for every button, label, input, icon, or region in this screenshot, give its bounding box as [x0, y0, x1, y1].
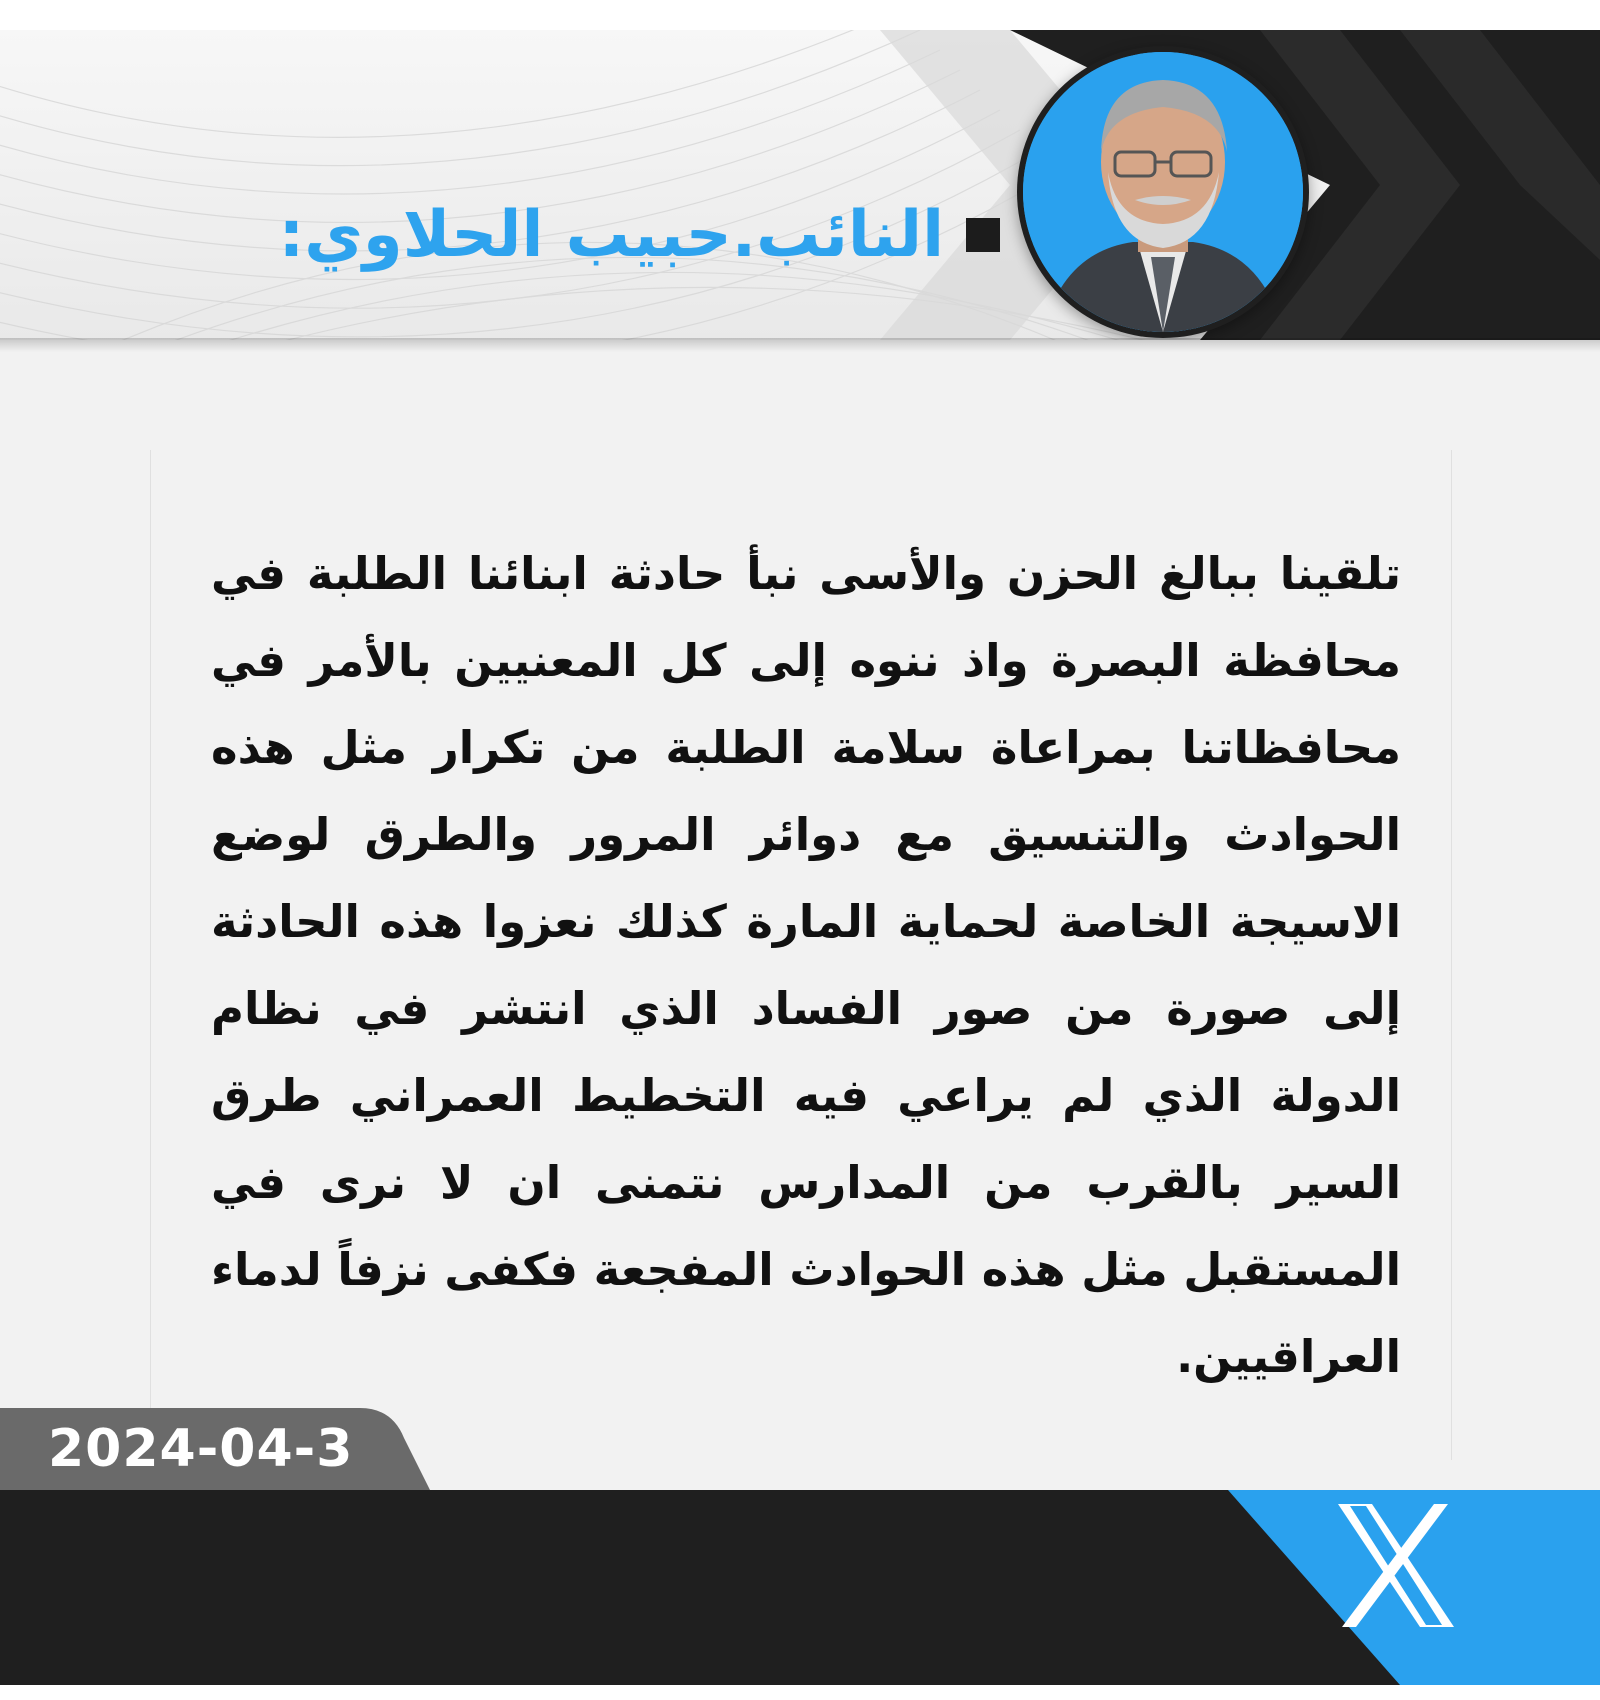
speaker-name-row — [279, 180, 1000, 290]
portrait-photo-icon — [1023, 52, 1303, 332]
x-logo-icon — [1330, 1498, 1460, 1633]
header-shadow — [0, 338, 1600, 352]
statement-card — [0, 30, 1600, 1685]
bullet-square-icon — [966, 218, 1000, 252]
header-band — [0, 30, 1600, 340]
post-date: 2024-04-3 — [48, 1419, 354, 1479]
avatar — [1017, 46, 1309, 338]
statement-text: تلقينا ببالغ الحزن والأسى نبأ حادثة ابنائنا الطلبة في محافظة البصرة واذ ننوه إلى كل المعنيين بالأمر في محافظاتنا بمراعاة سلامة الطلبة من تكرار مثل هذه الحوادث والتنسيق مع دوائر المرور والطرق لوضع الاسيجة الخاصة لحماية المارة كذلك نعزوا هذه الحادثة إلى صورة من صور الفساد الذي انتشر في نظام الدولة الذي لم يراعي فيه التخطيط العمراني طرق السير بالقرب من المدارس نتمنى ان لا نرى في المستقبل مثل هذه الحوادث المفجعة فكفى نزفاً لدماء العراقيين. — [211, 547, 1401, 1383]
speaker-name: النائب.حبيب الحلاوي: — [278, 198, 944, 272]
statement-body — [150, 450, 1452, 1460]
